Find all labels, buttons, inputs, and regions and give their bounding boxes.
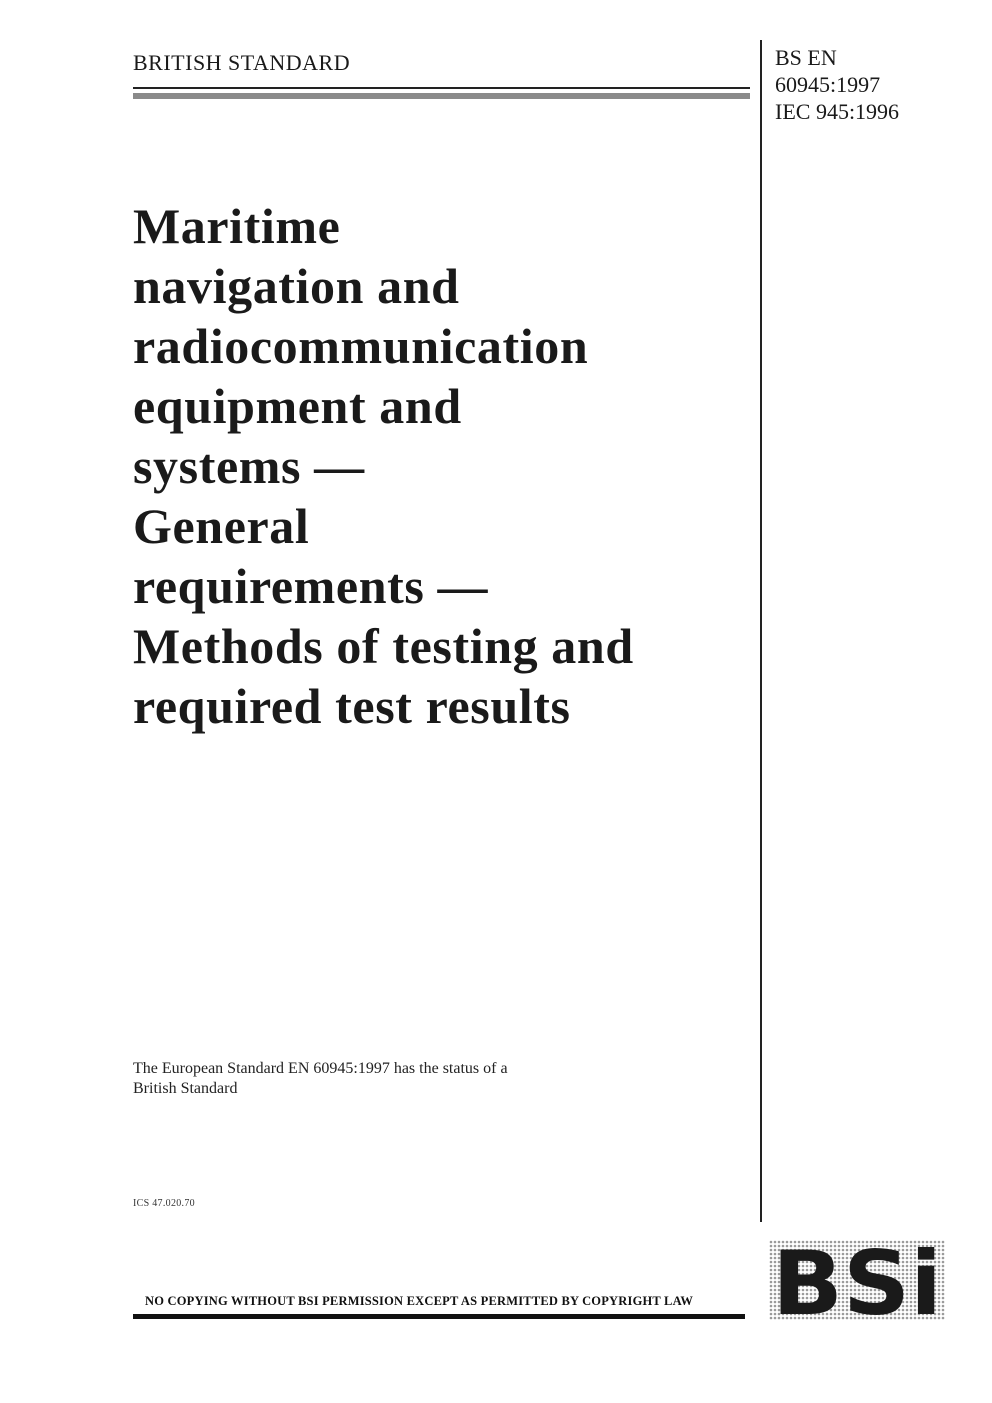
designation-line-iec: IEC 945:1996 (775, 99, 900, 124)
title-line: required test results (133, 678, 571, 734)
bsi-logo (769, 1240, 945, 1320)
footer-rule (133, 1314, 745, 1319)
designation-line-bs-en: BS EN (775, 45, 837, 70)
title-line: requirements — (133, 558, 489, 614)
logo-wordmark: BSi (772, 1240, 942, 1320)
standard-designation (775, 44, 899, 125)
document-type-label: BRITISH STANDARD (133, 50, 351, 75)
status-note-line: British Standard (133, 1080, 238, 1097)
title-line: Methods of testing and (133, 618, 634, 674)
title-line: navigation and (133, 258, 460, 314)
title-line: General (133, 498, 310, 554)
status-note-line: The European Standard EN 60945:1997 has the status of a (133, 1060, 508, 1077)
title-line: Maritime (133, 198, 341, 254)
header-rule-grey (133, 93, 750, 99)
title-line: systems — (133, 438, 365, 494)
ics-code: ICS 47.020.70 (133, 1198, 195, 1209)
title-line: radiocommunication (133, 318, 589, 374)
vertical-divider (760, 40, 762, 1222)
header-rule-thin (133, 87, 750, 89)
title-line: equipment and (133, 378, 462, 434)
copyright-notice: NO COPYING WITHOUT BSI PERMISSION EXCEPT AS PERMITTED BY COPYRIGHT LAW (145, 1294, 694, 1308)
status-note (133, 1059, 613, 1099)
designation-line-number: 60945:1997 (775, 72, 881, 97)
document-title (133, 196, 748, 736)
